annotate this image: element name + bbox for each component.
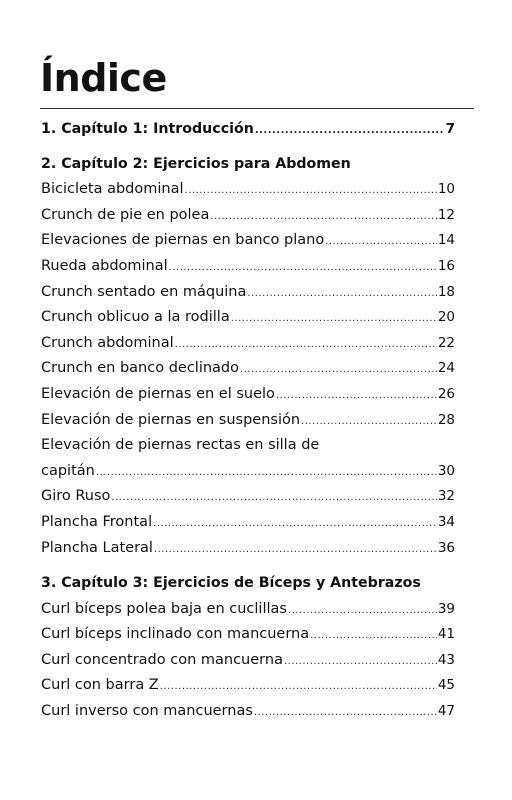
toc-entry[interactable] xyxy=(41,177,455,203)
toc-entry[interactable] xyxy=(41,459,455,485)
toc-entry-page: 43 xyxy=(437,651,455,668)
dot-leader xyxy=(301,409,437,435)
toc-entry[interactable] xyxy=(41,484,455,510)
toc-entry-page: 14 xyxy=(437,232,455,249)
table-of-contents xyxy=(41,117,455,725)
dot-leader xyxy=(231,306,437,332)
toc-entry-page: 7 xyxy=(445,121,455,137)
toc-entry-page: 10 xyxy=(437,181,455,198)
dot-leader xyxy=(96,460,437,486)
toc-entry-page: 39 xyxy=(437,600,455,617)
toc-entry-title: Crunch abdominal xyxy=(41,334,174,351)
toc-entry[interactable] xyxy=(41,648,455,674)
toc-entry[interactable] xyxy=(41,203,455,229)
dot-leader xyxy=(210,204,436,230)
toc-entry-page: 28 xyxy=(437,411,455,428)
dot-leader xyxy=(247,281,436,307)
toc-entry[interactable] xyxy=(41,382,455,408)
toc-entry-title: Crunch oblicuo a la rodilla xyxy=(41,309,230,326)
toc-entry[interactable] xyxy=(41,356,455,382)
dot-leader xyxy=(240,357,437,383)
toc-entry-title: Curl inverso con mancuernas xyxy=(41,703,253,720)
toc-entry-title: Rueda abdominal xyxy=(41,257,168,274)
toc-entry-title: Curl bíceps inclinado con mancuerna xyxy=(41,626,310,643)
toc-entry[interactable] xyxy=(41,536,455,562)
dot-leader xyxy=(154,537,437,563)
toc-entry-page: 36 xyxy=(437,539,455,556)
dot-leader xyxy=(288,598,437,624)
toc-entry-title: Plancha Lateral xyxy=(41,539,153,556)
dot-leader xyxy=(284,649,437,675)
toc-entry[interactable] xyxy=(41,510,455,536)
toc-entry-title: capitán xyxy=(41,462,95,479)
dot-leader xyxy=(111,485,436,511)
toc-entry-page: 47 xyxy=(437,703,455,720)
toc-entry-page: 24 xyxy=(437,360,455,377)
dot-leader xyxy=(276,383,437,409)
dot-leader xyxy=(160,674,437,700)
toc-entry-page: 41 xyxy=(437,626,455,643)
toc-entry-page: 26 xyxy=(437,385,455,402)
toc-entry[interactable] xyxy=(41,305,455,331)
toc-entry-title: Curl concentrado con mancuerna xyxy=(41,651,283,668)
toc-entry-wrapped-line[interactable]: Elevación de piernas rectas en silla de xyxy=(41,437,320,454)
toc-entry[interactable] xyxy=(41,408,455,434)
chapter-3-heading: 3. Capítulo 3: Ejercicios de Bíceps y Antebrazos xyxy=(41,575,421,592)
toc-entry-title: Curl bíceps polea baja en cuclillas xyxy=(41,600,287,617)
toc-entry-title: Elevaciones de piernas en banco plano xyxy=(41,232,325,249)
dot-leader xyxy=(175,332,437,358)
toc-entry-title: Elevación de piernas en suspensión xyxy=(41,411,301,428)
toc-entry-page: 20 xyxy=(437,309,455,326)
toc-entry-title: Crunch en banco declinado xyxy=(41,360,239,377)
toc-entry-title: Plancha Frontal xyxy=(41,513,153,530)
toc-entry[interactable] xyxy=(41,254,455,280)
toc-entry-title: 1. Capítulo 1: Introducción xyxy=(41,121,254,137)
toc-entry-page: 32 xyxy=(437,488,455,505)
toc-entry-title: Giro Ruso xyxy=(41,488,111,505)
chapter-2-heading: 2. Capítulo 2: Ejercicios para Abdomen xyxy=(41,155,351,172)
toc-entry[interactable] xyxy=(41,228,455,254)
toc-entry-title: Bicicleta abdominal xyxy=(41,181,184,198)
toc-entry[interactable] xyxy=(41,673,455,699)
dot-leader xyxy=(310,623,437,649)
toc-entry-page: 12 xyxy=(437,206,455,223)
toc-entry-page: 16 xyxy=(437,257,455,274)
toc-entry[interactable] xyxy=(41,331,455,357)
dot-leader xyxy=(153,511,437,537)
toc-entry[interactable] xyxy=(41,280,455,306)
toc-entry[interactable] xyxy=(41,597,455,623)
dot-leader xyxy=(185,178,437,204)
dot-leader xyxy=(254,700,437,726)
toc-entry-page: 22 xyxy=(437,334,455,351)
toc-entry-title: Crunch de pie en polea xyxy=(41,206,210,223)
dot-leader xyxy=(169,255,437,281)
toc-entry-title: Elevación de piernas en el suelo xyxy=(41,385,275,402)
toc-entry-page: 18 xyxy=(437,283,455,300)
toc-entry[interactable] xyxy=(41,699,455,725)
toc-entry-title: Crunch sentado en máquina xyxy=(41,283,247,300)
toc-entry-chapter-1[interactable] xyxy=(41,117,455,143)
dot-leader xyxy=(325,229,437,255)
dot-leader xyxy=(255,118,445,144)
toc-entry-title: Curl con barra Z xyxy=(41,677,159,694)
toc-entry[interactable] xyxy=(41,622,455,648)
page-title: Índice xyxy=(40,56,167,100)
toc-entry-page: 30 xyxy=(437,462,455,479)
toc-entry-page: 34 xyxy=(437,513,455,530)
title-divider xyxy=(40,108,474,109)
toc-entry-page: 45 xyxy=(437,677,455,694)
